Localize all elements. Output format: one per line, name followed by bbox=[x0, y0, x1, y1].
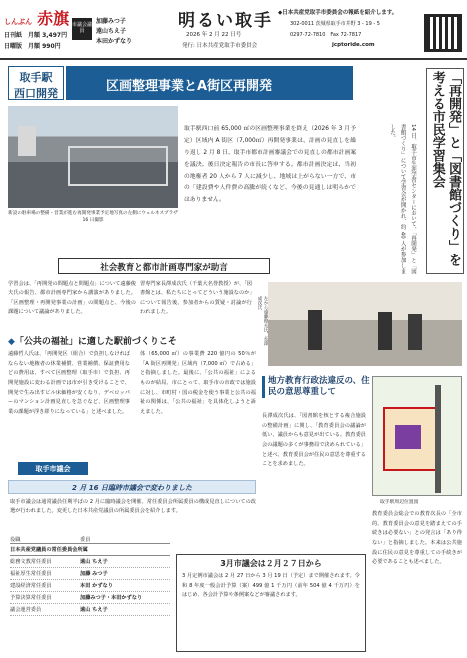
education-body: 長澤成次氏は、「図書館を核とする複合施設の整備計画」に関し、「教育委員会の議論が低い、議員からも意見が出ている。教育委員会の議題の多くが事務局で決められている」と述べ、教育委員会が住民の意思を尊重することを求めました。 bbox=[262, 413, 366, 468]
paper-title: 明るい取手 bbox=[178, 11, 273, 31]
daily-price: 日刊紙 月額 3,497円 bbox=[4, 32, 68, 39]
member-cell: 加藤 みつ子 bbox=[80, 571, 108, 577]
committee-cell: 建設経済常任委員 bbox=[10, 583, 52, 589]
lead-tag-line1: 取手駅 bbox=[19, 71, 53, 84]
right-feature-body: 14 日、取手市生涯学習センターにおいて、「再開発」と「図書館づくり」について学習会が開かれ、約 40 人が参加しました。 bbox=[389, 124, 416, 274]
city-planning-heading bbox=[58, 258, 270, 274]
member-cell: 加藤みつ子・本田かずなり bbox=[80, 595, 143, 601]
table-row bbox=[10, 556, 170, 568]
march-session-body: 3 月定例市議会は 2 月 27 日から 3 月 19 日（予定）まで開催されます。令和 8 年度一般会計予算（案）499 億 1 千万円（前年 504 億 4 千万円）をはじめ、各会計予算や条例案などが審議されます。 bbox=[182, 573, 360, 599]
council-group-label: 日本共産党議員の常任委員会所属 bbox=[10, 544, 170, 556]
issue-line: 2026 年 2 月 22 日号 bbox=[186, 32, 242, 38]
city-planning-heading-text: 社会教育と都市計画専門家が助言 bbox=[100, 263, 228, 273]
council-header-text: 取手市議会 bbox=[35, 465, 71, 473]
right-feature-heading: 「再開発」と「図書館づくり」を考える市民学習集会 bbox=[426, 68, 465, 274]
lead-headline-text: 区画整理事業とA街区再開発 bbox=[106, 79, 273, 94]
website-url: jcptoride.com bbox=[332, 42, 375, 48]
member-name: 遠山ちえ子 bbox=[96, 28, 127, 35]
member-cell: 本田 かずなり bbox=[80, 583, 113, 589]
qr-code-icon bbox=[424, 14, 462, 52]
city-planning-photo-label: 左から遠藤俊夫氏、長澤成次氏 bbox=[257, 296, 268, 346]
education-right-body: 教育委員会総会での教育次長の「全市的、教育委員会の意見を踏まえての手続きは必要ない」との発言は「あり得ない」と指摘しました。本来は公共施設に住民の意見を尊重しての手続きが必要であることも述べました。 bbox=[372, 511, 462, 566]
member-name: 加藤みつ子 bbox=[96, 18, 126, 25]
table-row bbox=[10, 604, 170, 616]
station-map bbox=[372, 376, 462, 496]
org-name: ◆日本共産党取手市委員会の報紙を紹介します。 bbox=[278, 10, 398, 16]
table-row bbox=[10, 568, 170, 580]
members-list bbox=[96, 16, 132, 45]
welfare-heading-text: 「公共の福祉」に適した駅前づくりこそ bbox=[14, 337, 177, 347]
masthead bbox=[0, 0, 467, 60]
council-body: 取手市議会は通常議員任期半ばの 2 月に臨時議会を開催、常任委員会所属委員の構成見直しについての改選が行われました。変更した日本共産党議員の所属委員会を紹介します。 bbox=[10, 499, 256, 515]
education-heading: 地方教育行政法違反の、住民の意思尊重して bbox=[262, 376, 370, 398]
sunday-price: 日曜版 月額 990円 bbox=[4, 43, 61, 50]
city-planning-right-body: 習専門家長澤成次氏（千葉大名誉教授）が、「図書館とは、私たちにとってどういう施設なのか」について報告後、参加者からの質疑・討論が行われました。 bbox=[140, 281, 252, 316]
lead-body: 取手駅西口前 65,000 ㎡の区画整理事業を終え（2026 年 3 月予定）区域内 A 街区（7,000㎡）再開発事業は、計画の見直しを繰り返し 2 月 8 日、取手市都市計画審議会での見直しの都市計画案を議決。後日決定報告の市長に答申する。都市計画決定は、当初の地権者 20 人から 7 人に減少し、地域は上がらない一方で、市の「建設費や人件費の高騰が続くなど、今後の見通しは明らかではありません。 bbox=[184, 126, 356, 204]
table-row bbox=[10, 580, 170, 592]
shinbun-kana: しんぶん bbox=[4, 18, 32, 26]
committee-cell: 福祉厚生常任委員 bbox=[10, 571, 52, 577]
march-session-box bbox=[176, 554, 366, 652]
table-header-cell: 委員 bbox=[80, 537, 91, 543]
table-header-cell: 役職 bbox=[10, 537, 21, 543]
station-map-caption: 取手駅周辺位置図 bbox=[380, 500, 419, 505]
lead-photo-caption: 新設の駐車場の整備・営業が進む再開発事業予定地写真の左側にウェルネスプラザ 16 日撮影 bbox=[8, 211, 183, 223]
committee-cell: 議会運営委員 bbox=[10, 607, 42, 613]
council-table bbox=[10, 536, 170, 616]
council-subheader bbox=[8, 480, 256, 494]
lead-photo bbox=[8, 106, 178, 208]
member-name: 本田かずなり bbox=[96, 38, 133, 45]
lead-headline bbox=[66, 66, 353, 100]
march-session-title: 3月市議会は２月２７日から bbox=[220, 559, 322, 568]
phone: 0297-72-7810 Fax 72-7817 bbox=[290, 32, 362, 38]
committee-cell: 総務文教常任委員 bbox=[10, 559, 52, 565]
welfare-heading bbox=[8, 334, 256, 347]
member-cell: 遠山 ちえ子 bbox=[80, 559, 108, 565]
committee-cell: 予算決算常任委員 bbox=[10, 595, 52, 601]
council-header bbox=[18, 462, 88, 475]
right-feature bbox=[360, 66, 464, 276]
council-subheader-text: 2 月 16 日臨時市議会で変わりました bbox=[72, 484, 192, 492]
city-planning-photo bbox=[268, 282, 462, 366]
member-cell: 遠山 ちえ子 bbox=[80, 607, 108, 613]
welfare-left-body: 遠藤哲人氏は、「再開発区（組合）で負担しなければならない地権者の休業補償、営業補償、保証費用などの費用は、すべて区画整理（取手市）で負担、再開発施設に変わる計画では市が引き受けることで、開発で生み出すビル床価格が安くなり、デベロッパーのマンション計画見直しを急ぐなど、区画整理事業の課題が浮き彫りになっている」と述べました。 bbox=[8, 351, 130, 415]
city-planning-left-body: 学習会は、「再開発の問題点と問題点」について遠藤俊夫氏の報告、都市計画専門家から講演がありました。「区画整理・再開発事業の計画」の問題点と、今後の課題について議論がありました。 bbox=[8, 281, 136, 316]
akahata-logo bbox=[4, 6, 70, 29]
lead-tag bbox=[8, 66, 64, 100]
table-row bbox=[10, 592, 170, 604]
council-table-header bbox=[10, 536, 170, 544]
lead-tag-line2: 西口開発 bbox=[14, 87, 58, 100]
welfare-right-body: 体（65,000 ㎡）の事業費 220 億円の 50％が「A 街区再開発」区域内（7,000 ㎡）で占める」と指摘しました。最後に、「公共の福祉」によるものが結局、市にとって、取手市の市政では施設に対し、市町村・国の税金を使う事業と公共の福祉の関係は、「公共の福祉」を具体化しようと訴えました。 bbox=[140, 351, 256, 415]
publisher-line: 発行: 日本共産党取手市委員会 bbox=[182, 43, 258, 49]
address: 302-0011 茨城県取手市井野 3 - 19 - 5 bbox=[290, 21, 380, 27]
akahata-title: 赤旗 bbox=[37, 9, 70, 28]
council-badge: 市議会議員 bbox=[72, 18, 92, 40]
diamond-icon: ◆ bbox=[8, 337, 15, 347]
